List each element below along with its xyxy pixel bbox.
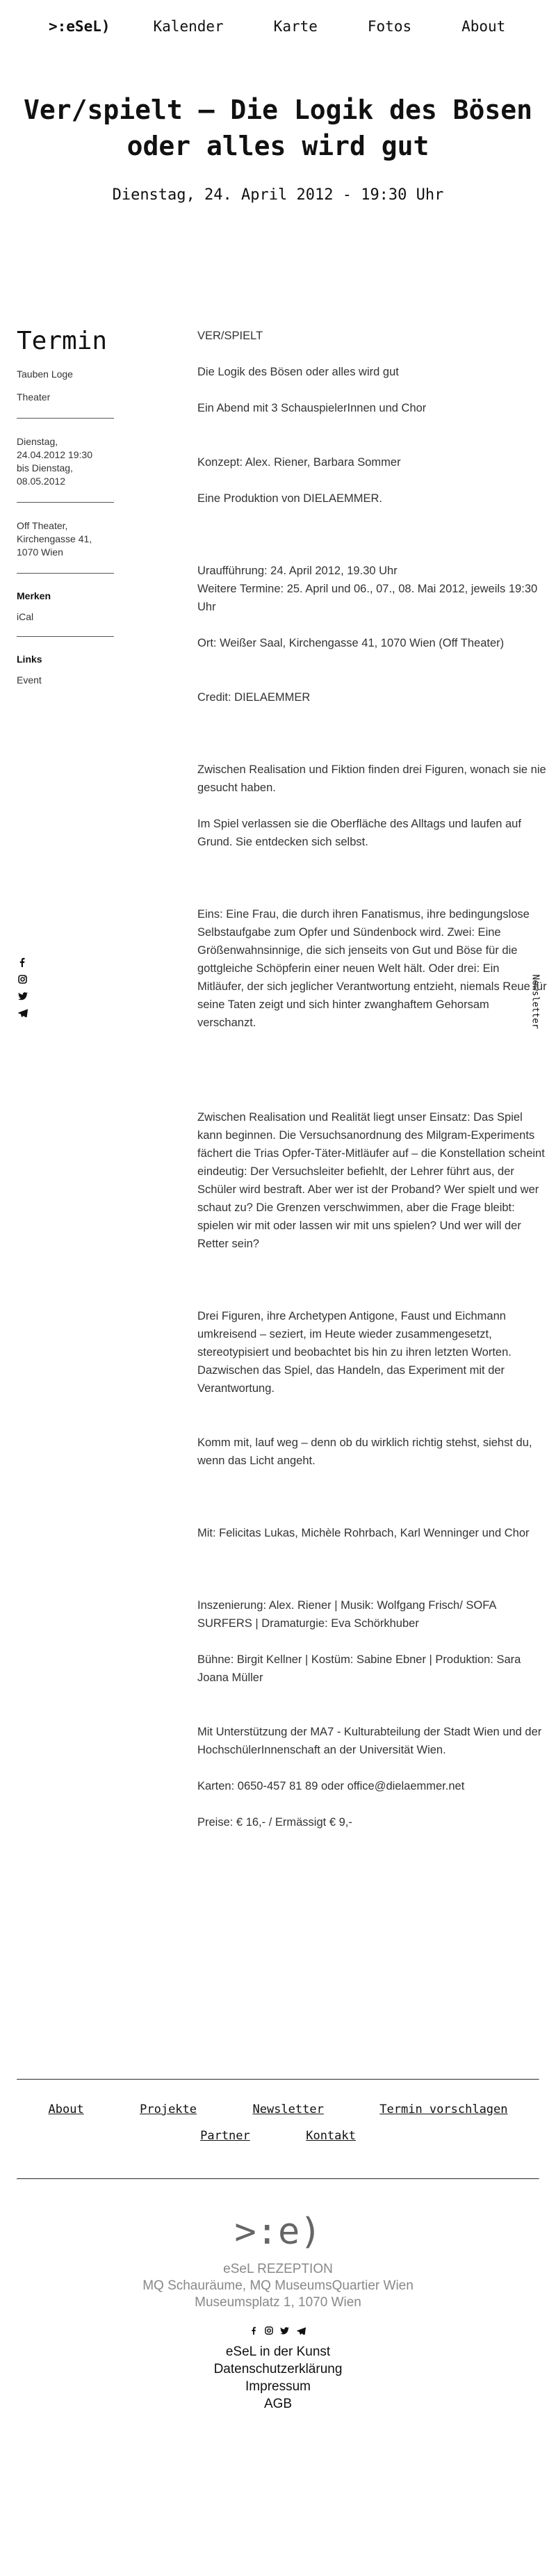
facebook-icon[interactable] <box>250 2326 257 2337</box>
nav-item-kalender[interactable]: Kalender <box>153 18 224 35</box>
paragraph: Die Logik des Bösen oder alles wird gut <box>197 366 399 378</box>
footer-link-datenschutz[interactable]: Datenschutzerklärung <box>213 2362 343 2376</box>
paragraph: Karten: 0650-457 81 89 oder office@dielaemmer.net <box>197 1780 465 1792</box>
footer-link-impressum[interactable]: Impressum <box>245 2379 311 2394</box>
footer-logo[interactable]: >:e) <box>234 2211 322 2253</box>
twitter-icon[interactable] <box>280 2326 289 2337</box>
footer-link-newsletter[interactable]: Newsletter <box>252 2103 324 2116</box>
paragraph: Preise: € 16,- / Ermässigt € 9,- <box>197 1816 352 1829</box>
footer-divider <box>17 2178 539 2180</box>
paragraph: Eins: Eine Frau, die durch ihren Fanatismus, ihre bedingungslose Selbstaufgabe zum Opfer und Sündenbock wird. Zwei: Eine Größenwahnsinnige, die sich jenseits von Gut und Böse für die gottgleiche Schöpferin einer neuen Welt hält. Oder drei: Ein Mitläufer, der sich jeglicher Verantwortung entzieht, niemals Reue für seine Taten zeigt und sich hinter zwanghaftem Gehorsam verschanzt. <box>197 908 547 1029</box>
paragraph: Komm mit, lauf weg – denn ob du wirklich richtig stehst, siehst du, wenn das Licht angeht. <box>197 1436 532 1467</box>
date-line: Dienstag, <box>17 436 58 447</box>
telegram-icon[interactable] <box>18 1008 28 1020</box>
venue-line: Kirchengasse 41, <box>17 533 92 544</box>
category-tag[interactable]: Theater <box>17 391 51 403</box>
paragraph: Ort: Weißer Saal, Kirchengasse 41, 1070 Wien (Off Theater) <box>197 637 505 649</box>
address-line: MQ Schauräume, MQ MuseumsQuartier Wien <box>142 2278 414 2293</box>
paragraph: Mit: Felicitas Lukas, Michèle Rohrbach, Karl Wenninger und Chor <box>197 1527 530 1539</box>
venue-line: 1070 Wien <box>17 546 63 558</box>
paragraph: Mit Unterstützung der MA7 - Kulturabteilung der Stadt Wien und der HochschülerInnenschaft an der Universität Wien. <box>197 1726 542 1756</box>
divider <box>17 573 114 574</box>
paragraph: Uraufführung: 24. April 2012, 19.30 Uhr <box>197 565 398 577</box>
footer-list <box>0 2343 556 2413</box>
divider <box>17 502 114 503</box>
newsletter-side-label[interactable]: Newsletter <box>530 974 541 1029</box>
footer-link-kontakt[interactable]: Kontakt <box>306 2129 356 2143</box>
footer-link-esel-in-der-kunst[interactable]: eSeL in der Kunst <box>225 2344 331 2359</box>
paragraph: Ein Abend mit 3 SchauspielerInnen und Chor <box>197 402 427 414</box>
termin-sidebar <box>17 327 114 686</box>
paragraph: VER/SPIELT <box>197 330 263 342</box>
facebook-icon[interactable] <box>18 957 28 970</box>
links-label: Links <box>17 654 42 665</box>
paragraph: Credit: DIELAEMMER <box>197 691 311 704</box>
footer-link-about[interactable]: About <box>48 2103 84 2116</box>
site-logo[interactable]: >:eSeL) <box>49 18 111 35</box>
footer-link-agb[interactable]: AGB <box>263 2397 293 2411</box>
paragraph: Zwischen Realisation und Realität liegt unser Einsatz: Das Spiel kann beginnen. Die Versuchsanordnung des Milgram-Experiments fächert die Trias Opfer-Täter-Mitläufer auf – die Konstellation scheint eindeutig: Der Versuchsleiter befiehlt, der Lehrer führt aus, der Schüler wird bestraft. Aber wer ist der Proband? Wer spielt und wer schaut zu? Die Grenzen verschwimmen, aber die Frage bleibt: spielen wir mit oder lassen wir mit uns spielen? Und wer will der Retter sein? <box>197 1111 545 1250</box>
instagram-icon[interactable] <box>18 975 28 987</box>
date-line: bis Dienstag, <box>17 462 73 473</box>
sidebar-heading: Termin <box>17 327 108 355</box>
paragraph: Drei Figuren, ihre Archetypen Antigone, Faust und Eichmann umkreisend – seziert, im Heute wieder zusammengesetzt, stereotypisiert und beobachtet bis hin zu ihren letzten Worten. Dazwischen das Spiel, das Handeln, das Experiment mit der Verantwortung. <box>197 1310 512 1395</box>
paragraph: Zwischen Realisation und Fiktion finden drei Figuren, wonach sie nie gesucht haben. <box>197 763 546 794</box>
paragraph: Inszenierung: Alex. Riener | Musik: Wolfgang Frisch/ SOFA SURFERS | Dramaturgie: Eva Schörkhuber <box>197 1599 496 1630</box>
footer-address <box>0 2261 556 2311</box>
telegram-icon[interactable] <box>297 2326 306 2337</box>
paragraph: Bühne: Birgit Kellner | Kostüm: Sabine Ebner | Produktion: Sara Joana Müller <box>197 1653 521 1684</box>
footer-link-projekte[interactable]: Projekte <box>140 2103 197 2116</box>
footer-links-row-2 <box>0 2129 556 2143</box>
footer-divider <box>17 2079 539 2080</box>
address-line: eSeL REZEPTION <box>223 2262 333 2276</box>
date-line: 24.04.2012 19:30 <box>17 449 92 460</box>
ical-link[interactable]: iCal <box>17 611 34 622</box>
date-line: 08.05.2012 <box>17 476 66 487</box>
paragraph: Weitere Termine: 25. April und 06., 07., 08. Mai 2012, jeweils 19:30 Uhr <box>197 583 538 613</box>
venue-line: Off Theater, <box>17 520 68 531</box>
footer-link-partner[interactable]: Partner <box>200 2129 250 2143</box>
paragraph: Eine Produktion von DIELAEMMER. <box>197 492 382 505</box>
paragraph: Konzept: Alex. Riener, Barbara Sommer <box>197 456 401 469</box>
top-nav <box>49 13 555 40</box>
instagram-icon[interactable] <box>265 2326 273 2337</box>
event-link[interactable]: Event <box>17 674 42 686</box>
social-icons <box>18 957 28 1020</box>
footer-social-icons <box>0 2326 556 2338</box>
divider <box>17 418 114 419</box>
page-title: Ver/spielt – Die Logik des Bösen oder alles wird gut <box>23 95 533 161</box>
footer-link-termin-vorschlagen[interactable]: Termin vorschlagen <box>379 2103 508 2116</box>
category-tag[interactable]: Tauben Loge <box>17 368 73 380</box>
footer-links-row-1 <box>0 2103 556 2116</box>
paragraph: Im Spiel verlassen sie die Oberfläche des Alltags und laufen auf Grund. Sie entdecken sich selbst. <box>197 818 521 848</box>
divider <box>17 636 114 637</box>
nav-item-fotos[interactable]: Fotos <box>367 18 412 35</box>
nav-item-karte[interactable]: Karte <box>273 18 318 35</box>
merken-label: Merken <box>17 590 51 601</box>
event-date: Dienstag, 24. April 2012 - 19:30 Uhr <box>112 186 444 204</box>
twitter-icon[interactable] <box>18 991 28 1003</box>
nav-item-about[interactable]: About <box>461 18 506 35</box>
event-description <box>197 327 548 1831</box>
address-line: Museumsplatz 1, 1070 Wien <box>195 2295 361 2310</box>
